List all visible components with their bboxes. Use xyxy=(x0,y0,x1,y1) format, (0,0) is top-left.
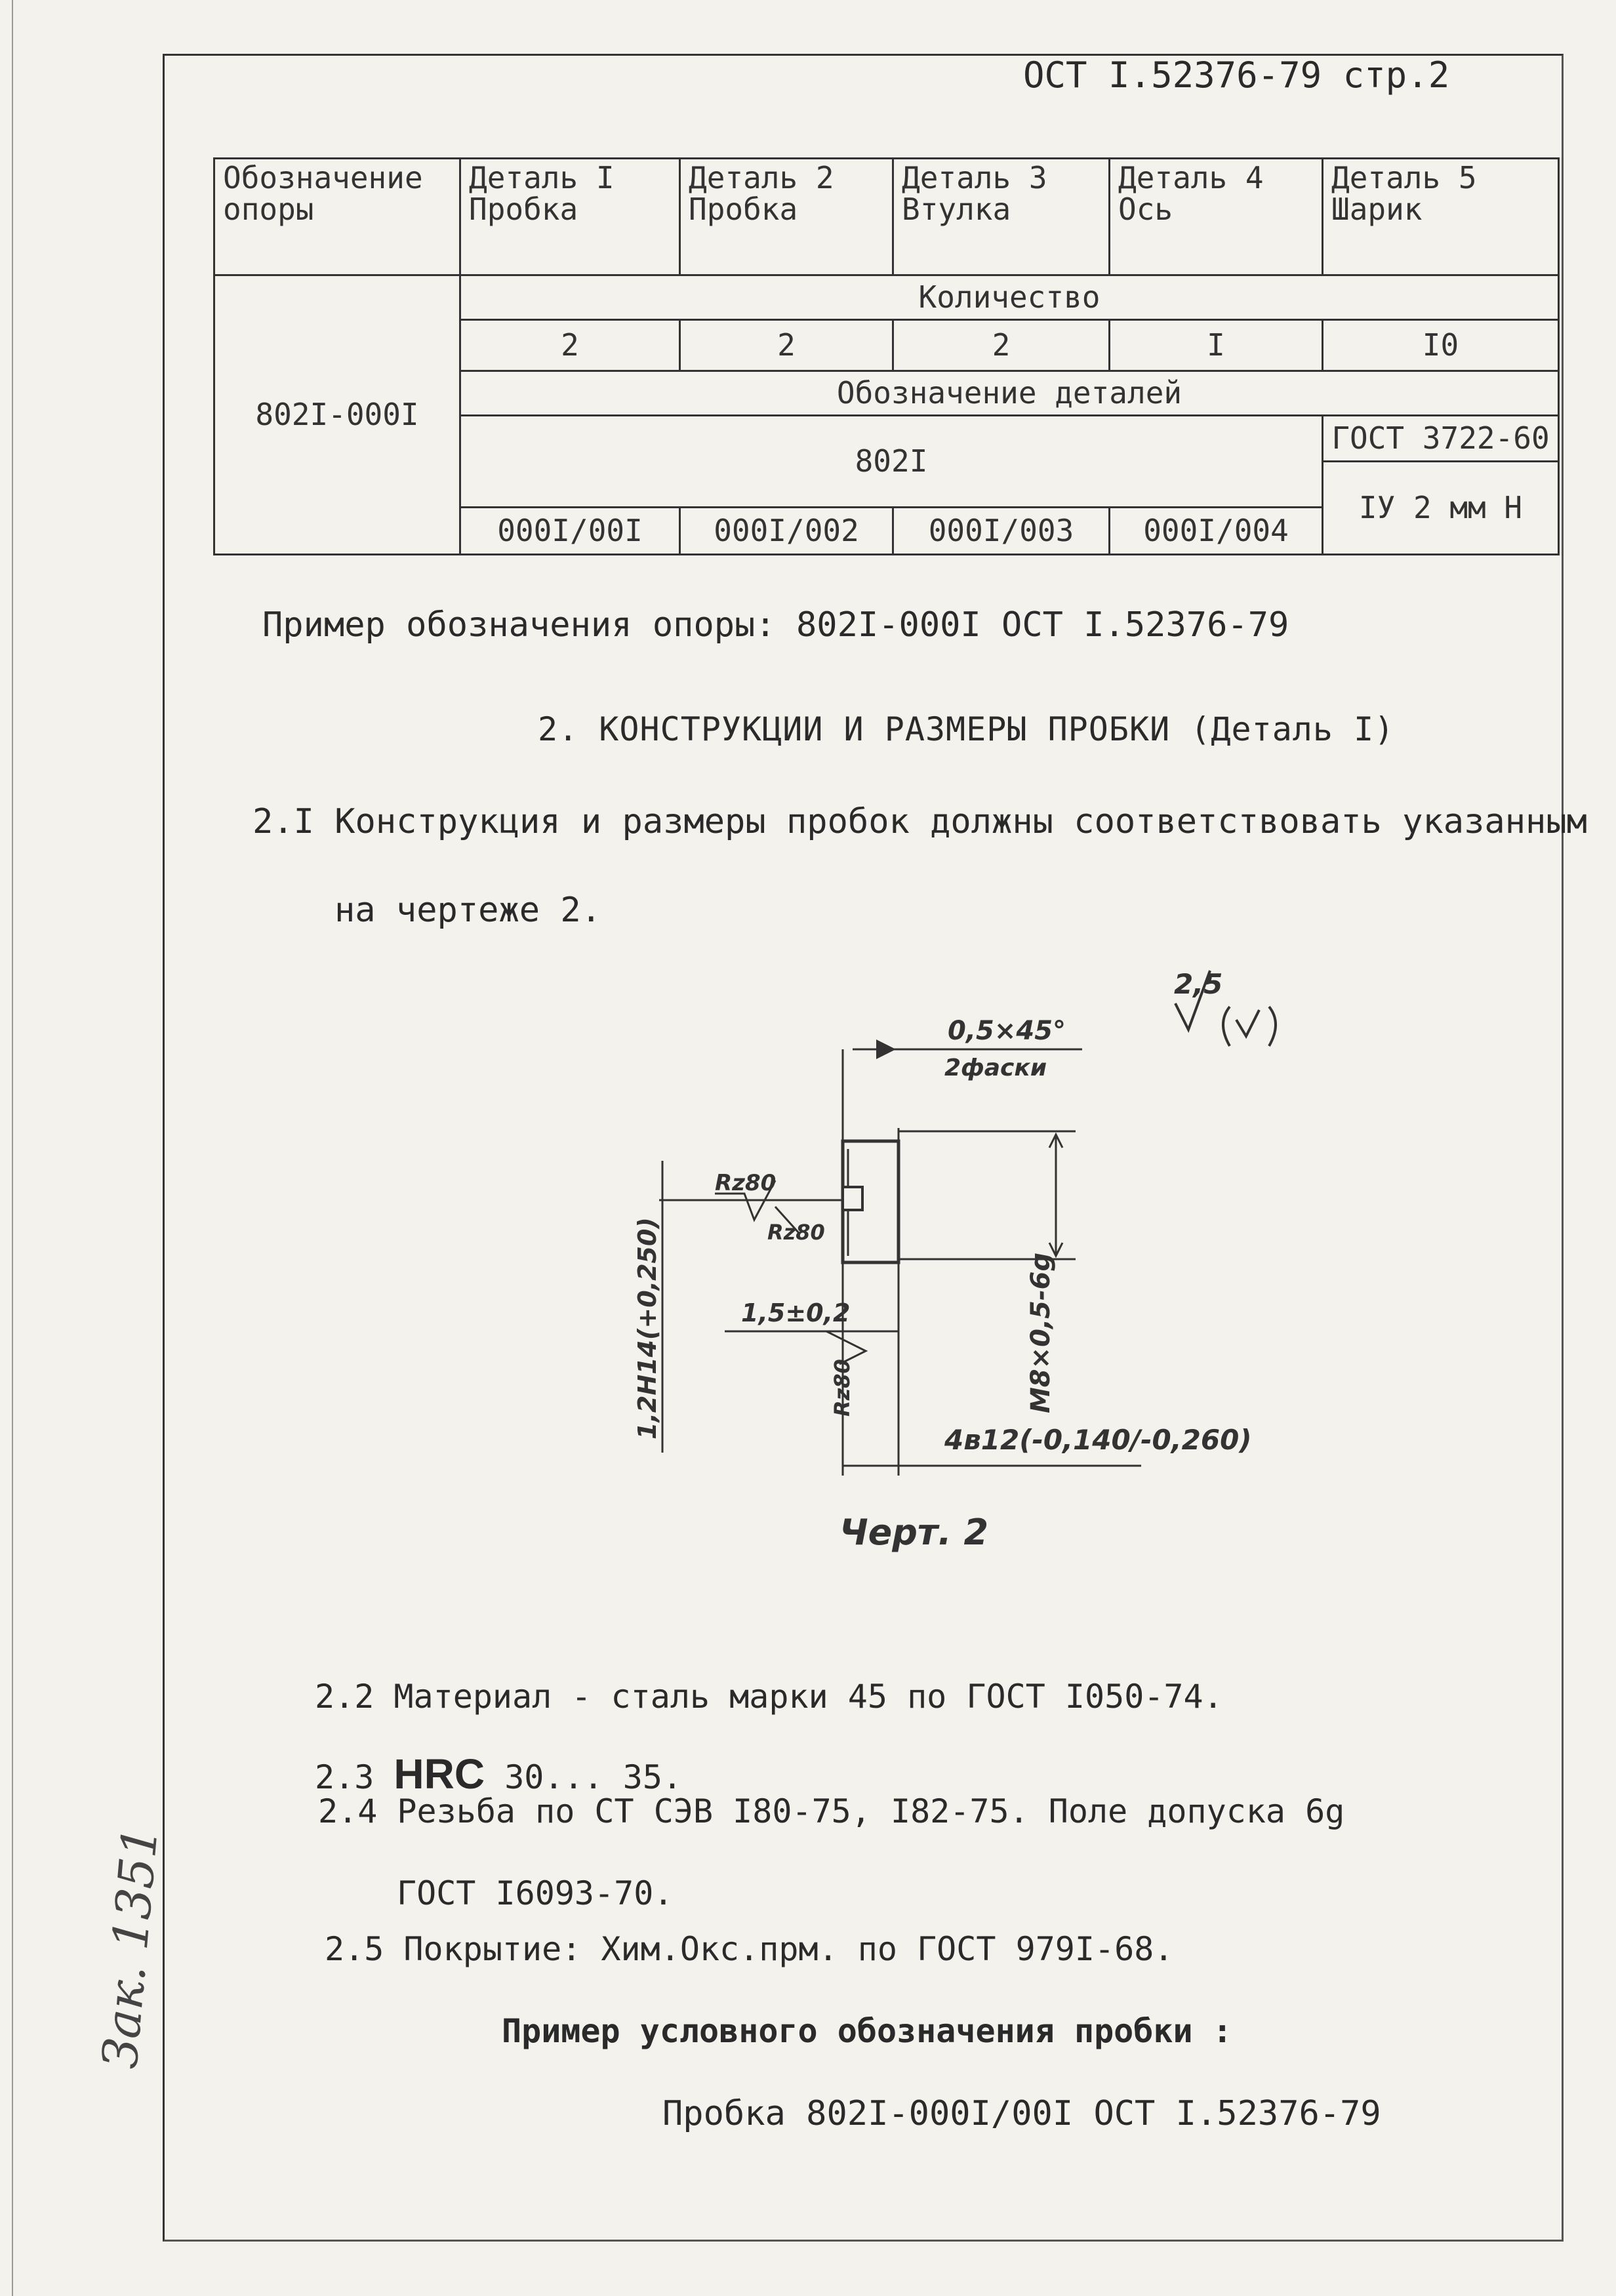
ball-spec-cell: IУ 2 мм Н xyxy=(1323,462,1559,555)
diameter-dimension: 4в12(-0,140/-0,260) xyxy=(944,1424,1252,1456)
col-header-support: Обозначение опоры xyxy=(214,159,460,275)
support-designation-example: Пример обозначения опоры: 802I-000I ОСТ I.52376-79 xyxy=(262,605,1289,645)
section-title: 2. КОНСТРУКЦИИ И РАЗМЕРЫ ПРОБКИ (Деталь I) xyxy=(538,710,1395,748)
col-header-detail-3: Деталь 3 Втулка xyxy=(893,159,1110,275)
specification-table xyxy=(213,157,1560,555)
paragraph-2-4: 2.4 Резьба по СТ СЭВ I80-75, I82-75. Поле допуска 6g xyxy=(318,1792,1345,1830)
quantity-cell: 2 xyxy=(680,320,893,371)
paragraph-2-5: 2.5 Покрытие: Хим.Окс.прм. по ГОСТ 979I-68. xyxy=(325,1930,1174,1968)
plug-drawing xyxy=(623,931,1377,1554)
col-header-detail-4: Деталь 4 Ось xyxy=(1110,159,1323,275)
roughness-general-mark xyxy=(1174,968,1276,1046)
detail-code-cell: 000I/00I xyxy=(460,508,680,555)
paragraph-2-2: 2.2 Материал - сталь марки 45 по ГОСТ I050-74. xyxy=(315,1678,1223,1716)
chamfer-label: 0,5×45° xyxy=(948,1016,1066,1046)
quantity-label: Количество xyxy=(460,275,1559,320)
quantity-cell: I0 xyxy=(1323,320,1559,371)
gost-ball-cell: ГОСТ 3722-60 xyxy=(1323,416,1559,462)
chamfer-note: 2фаски xyxy=(944,1055,1047,1081)
roughness-top: Rz80 xyxy=(715,1170,777,1196)
page-edge-line xyxy=(12,0,13,2296)
detail-code-cell: 000I/004 xyxy=(1110,508,1323,555)
quantity-cell: 2 xyxy=(460,320,680,371)
roughness-mid: Rz80 xyxy=(767,1220,825,1245)
example-heading: Пример условного обозначения пробки : xyxy=(502,2012,1232,2050)
length-dimension: 1,2H14(+0,250) xyxy=(633,1217,662,1440)
drawing-caption: Черт. 2 xyxy=(839,1512,989,1553)
paragraph-2-3: 2.3 HRC 30... 35. xyxy=(315,1750,683,1798)
designation-label: Обозначение деталей xyxy=(460,371,1559,416)
col-header-detail-5: Деталь 5 Шарик xyxy=(1323,159,1559,275)
example-value: Пробка 802I-000I/00I ОСТ I.52376-79 xyxy=(662,2094,1381,2133)
col-header-detail-2: Деталь 2 Пробка xyxy=(680,159,893,275)
detail-code-cell: 000I/002 xyxy=(680,508,893,555)
handwritten-order-note: Зак. 1351 xyxy=(92,1824,169,2071)
support-code-cell: 802I-000I xyxy=(214,275,460,555)
group-code-cell: 802I xyxy=(460,416,1323,508)
paragraph-2-4-cont: ГОСТ I6093-70. xyxy=(397,1874,674,1912)
document-code: ОСТ I.52376-79 стр.2 xyxy=(1023,54,1450,96)
slot-dimension: 1,5±0,2 xyxy=(741,1299,851,1327)
quantity-cell: 2 xyxy=(893,320,1110,371)
thread-dimension: M8×0,5-6g xyxy=(1026,1252,1056,1413)
quantity-cell: I xyxy=(1110,320,1323,371)
paragraph-2-1: 2.I Конструкция и размеры пробок должны соответствовать указанным xyxy=(253,802,1587,841)
roughness-general-value: 2,5 xyxy=(1174,968,1223,1000)
roughness-bottom: Rz80 xyxy=(830,1359,855,1417)
col-header-detail-1: Деталь I Пробка xyxy=(460,159,680,275)
detail-code-cell: 000I/003 xyxy=(893,508,1110,555)
paragraph-2-1-cont: на чертеже 2. xyxy=(334,891,601,930)
hrc-label: HRC xyxy=(394,1750,485,1798)
